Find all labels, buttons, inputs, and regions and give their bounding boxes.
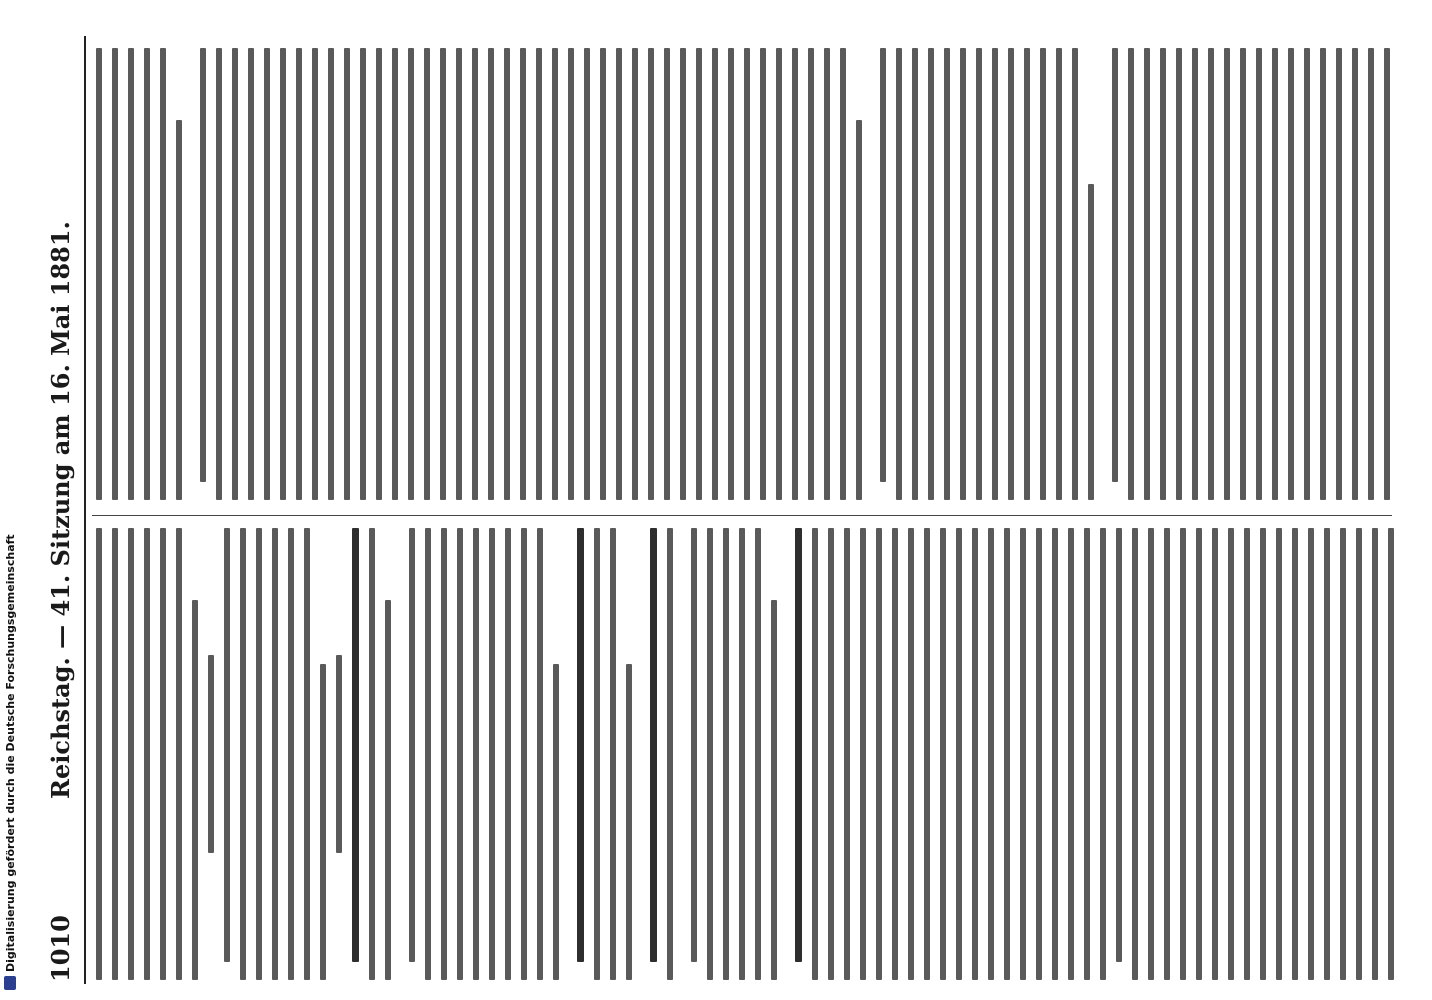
text-line [456, 48, 462, 500]
text-line [1304, 48, 1310, 500]
text-line [128, 528, 134, 980]
text-line [928, 48, 934, 500]
text-line [1368, 48, 1374, 500]
text-line [304, 528, 310, 980]
paragraph-gap [787, 528, 795, 980]
text-line [272, 528, 278, 980]
text-line [667, 528, 673, 980]
text-line [808, 48, 814, 500]
text-line [369, 528, 375, 980]
text-line [1320, 48, 1326, 500]
text-line [1228, 528, 1234, 980]
text-line [505, 528, 511, 980]
text-line [1276, 528, 1282, 980]
text-line [856, 120, 862, 500]
left-column [96, 528, 1396, 980]
text-line [691, 528, 697, 962]
text-line [208, 655, 214, 854]
text-line [296, 48, 302, 500]
text-line [96, 528, 102, 980]
rotated-page [26, 30, 1406, 990]
text-line [520, 48, 526, 500]
text-line [1240, 48, 1246, 500]
text-line [1100, 528, 1106, 980]
text-line [1352, 48, 1358, 500]
text-line [160, 528, 166, 980]
text-line [409, 528, 415, 962]
text-line [584, 48, 590, 500]
text-line [176, 120, 182, 500]
text-line [336, 655, 342, 854]
text-line [844, 528, 850, 980]
paragraph-gap [1104, 48, 1112, 500]
digitization-credit-text: Digitalisierung gefördert durch die Deutsche Forschungsgemeinschaft [4, 534, 17, 972]
text-line [328, 48, 334, 500]
text-line [626, 664, 632, 980]
text-line [992, 48, 998, 500]
text-line [1164, 528, 1170, 980]
text-line [457, 528, 463, 980]
text-line [232, 48, 238, 500]
text-line [1224, 48, 1230, 500]
text-line [1176, 48, 1182, 500]
text-line [876, 528, 882, 980]
text-line [1340, 528, 1346, 980]
text-line [425, 528, 431, 980]
text-line [1004, 528, 1010, 980]
text-line [553, 664, 559, 980]
text-line [504, 48, 510, 500]
text-line [1056, 48, 1062, 500]
paragraph-gap [569, 528, 577, 980]
text-line [568, 48, 574, 500]
text-line [1020, 528, 1026, 980]
text-line [744, 48, 750, 500]
text-line [616, 48, 622, 500]
text-line [1384, 48, 1390, 500]
text-line [288, 528, 294, 980]
text-line [1192, 48, 1198, 500]
text-line [312, 48, 318, 500]
text-line [112, 48, 118, 500]
text-line [1288, 48, 1294, 500]
text-line [192, 600, 198, 980]
text-line [264, 48, 270, 500]
text-line [536, 48, 542, 500]
text-line [1372, 528, 1378, 980]
text-line [594, 528, 600, 980]
text-line [664, 48, 670, 500]
text-line [144, 528, 150, 980]
text-line [680, 48, 686, 500]
text-line [224, 528, 230, 962]
text-line [1024, 48, 1030, 500]
text-line [610, 528, 616, 980]
text-line [739, 528, 745, 980]
text-line [160, 48, 166, 500]
text-line [600, 48, 606, 500]
text-line [771, 600, 777, 980]
text-line [776, 48, 782, 500]
text-line [1052, 528, 1058, 980]
text-line [1388, 528, 1394, 980]
text-line [1008, 48, 1014, 500]
text-line [707, 528, 713, 980]
text-line [860, 528, 866, 980]
text-line [696, 48, 702, 500]
text-line [1292, 528, 1298, 980]
text-line [1212, 528, 1218, 980]
text-line [892, 528, 898, 980]
paragraph-gap [642, 528, 650, 980]
text-line [440, 48, 446, 500]
text-line [489, 528, 495, 980]
text-line [792, 48, 798, 500]
text-line [1036, 528, 1042, 980]
column-divider [92, 515, 1392, 516]
text-line [472, 48, 478, 500]
running-title: Reichstag. — 41. Sitzung am 16. Mai 1881. [46, 221, 75, 799]
text-line [216, 48, 222, 500]
right-column [96, 48, 1396, 500]
text-line [960, 48, 966, 500]
text-line [840, 48, 846, 500]
text-line [385, 600, 391, 980]
paragraph-gap [872, 48, 880, 500]
text-line [1040, 48, 1046, 500]
text-line [1160, 48, 1166, 500]
text-line [248, 48, 254, 500]
text-line [1148, 528, 1154, 980]
text-line [200, 48, 206, 482]
text-line [577, 528, 584, 962]
text-line [1208, 48, 1214, 500]
paragraph-gap [683, 528, 691, 980]
text-line [880, 48, 886, 482]
text-line [956, 528, 962, 980]
text-line [1260, 528, 1266, 980]
text-line [755, 528, 761, 980]
text-line [1256, 48, 1262, 500]
text-line [828, 528, 834, 980]
text-line [1272, 48, 1278, 500]
digitization-credit [2, 0, 20, 990]
text-line [940, 528, 946, 980]
text-line [1196, 528, 1202, 980]
text-line [1132, 528, 1138, 980]
text-line [441, 528, 447, 980]
text-line [650, 528, 657, 962]
text-line [240, 528, 246, 980]
text-line [944, 48, 950, 500]
text-line [795, 528, 802, 962]
text-line [473, 528, 479, 980]
page-number: 1010 [46, 915, 75, 982]
text-line [812, 528, 818, 980]
text-line [896, 48, 902, 500]
text-line [360, 48, 366, 500]
text-line [128, 48, 134, 500]
dfg-logo-icon [4, 976, 16, 990]
text-line [1180, 528, 1186, 980]
paragraph-gap [401, 528, 409, 980]
running-head [46, 30, 80, 990]
text-line [96, 48, 102, 500]
text-line [144, 48, 150, 500]
text-line [537, 528, 543, 980]
text-line [1336, 48, 1342, 500]
text-line [712, 48, 718, 500]
text-line [1112, 48, 1118, 482]
text-line [112, 528, 118, 980]
text-line [1308, 528, 1314, 980]
paragraph-gap [192, 48, 200, 500]
text-line [1116, 528, 1122, 962]
text-line [728, 48, 734, 500]
text-line [760, 48, 766, 500]
text-line [488, 48, 494, 500]
text-line [320, 664, 326, 980]
text-line [1144, 48, 1150, 500]
text-line [976, 48, 982, 500]
header-rule [84, 36, 86, 984]
text-line [552, 48, 558, 500]
text-line [1068, 528, 1074, 980]
text-line [1128, 48, 1134, 500]
text-line [280, 48, 286, 500]
text-line [1084, 528, 1090, 980]
text-line [1356, 528, 1362, 980]
text-line [352, 528, 359, 962]
text-line [521, 528, 527, 980]
text-line [824, 48, 830, 500]
text-line [988, 528, 994, 980]
text-line [723, 528, 729, 980]
text-line [1244, 528, 1250, 980]
text-line [1324, 528, 1330, 980]
text-line [392, 48, 398, 500]
text-line [1072, 48, 1078, 500]
text-line [912, 48, 918, 500]
text-line [344, 48, 350, 500]
text-line [408, 48, 414, 500]
text-line [176, 528, 182, 980]
text-line [648, 48, 654, 500]
text-line [972, 528, 978, 980]
text-line [424, 48, 430, 500]
text-line [924, 528, 930, 980]
text-line [632, 48, 638, 500]
text-line [1088, 184, 1094, 500]
text-line [908, 528, 914, 980]
text-line [256, 528, 262, 980]
text-line [376, 48, 382, 500]
